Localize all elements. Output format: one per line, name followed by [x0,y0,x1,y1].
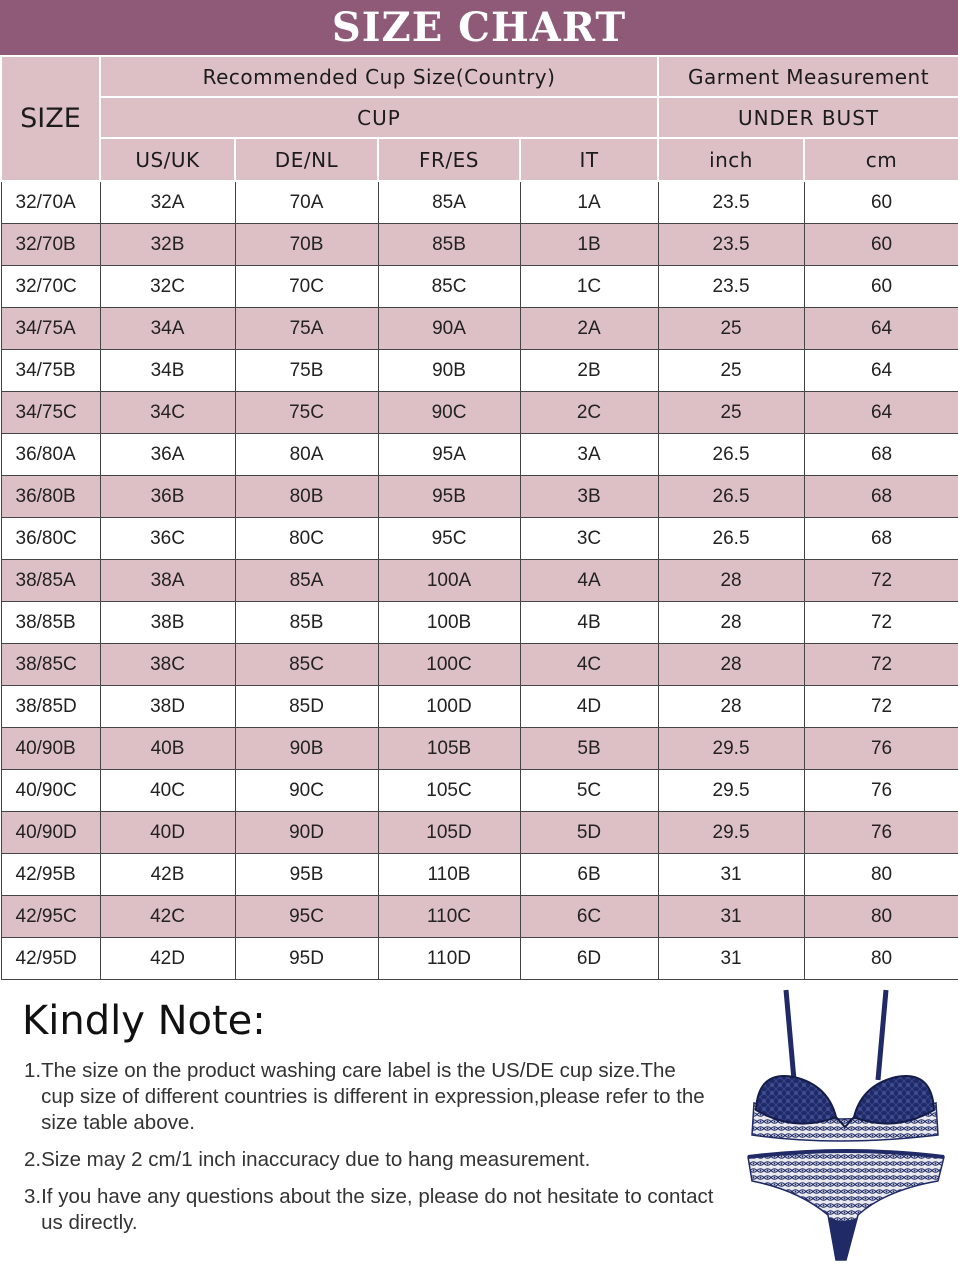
inch-cell: 28 [658,644,804,686]
inch-cell: 31 [658,896,804,938]
size-cell: 34/75C [1,392,100,434]
table-row [1,728,958,770]
size-cell: 38/85D [1,686,100,728]
table-row [1,770,958,812]
col-header-it: IT [520,138,658,181]
fr-es-cell: 100C [378,644,520,686]
it-cell: 5D [520,812,658,854]
fr-es-cell: 85B [378,224,520,266]
inch-cell: 28 [658,686,804,728]
col-header-fr-es: FR/ES [378,138,520,181]
it-cell: 5C [520,770,658,812]
col-header-inch: inch [658,138,804,181]
fr-es-cell: 95C [378,518,520,560]
table-row [1,854,958,896]
cm-cell: 60 [804,181,958,224]
note-text: If you have any questions about the size, please do not hesitate to contact us directly. [41,1185,714,1234]
fr-es-cell: 105C [378,770,520,812]
table-row [1,812,958,854]
de-nl-cell: 90C [235,770,378,812]
us-uk-cell: 34B [100,350,235,392]
inch-cell: 29.5 [658,728,804,770]
cm-cell: 76 [804,812,958,854]
us-uk-cell: 42C [100,896,235,938]
size-cell: 32/70C [1,266,100,308]
inch-cell: 28 [658,560,804,602]
us-uk-cell: 40C [100,770,235,812]
garment-measurement-header: Garment Measurement [658,56,958,97]
cm-cell: 72 [804,644,958,686]
fr-es-cell: 100A [378,560,520,602]
size-cell: 42/95B [1,854,100,896]
table-row [1,434,958,476]
de-nl-cell: 80C [235,518,378,560]
us-uk-cell: 40B [100,728,235,770]
de-nl-cell: 75B [235,350,378,392]
under-bust-subheader: UNDER BUST [658,97,958,138]
de-nl-cell: 85A [235,560,378,602]
table-row [1,560,958,602]
inch-cell: 26.5 [658,476,804,518]
inch-cell: 29.5 [658,812,804,854]
it-cell: 4B [520,602,658,644]
cm-cell: 72 [804,560,958,602]
inch-cell: 26.5 [658,518,804,560]
de-nl-cell: 95D [235,938,378,980]
us-uk-cell: 42B [100,854,235,896]
us-uk-cell: 36C [100,518,235,560]
it-cell: 1A [520,181,658,224]
table-row [1,392,958,434]
it-cell: 1C [520,266,658,308]
col-header-cm: cm [804,138,958,181]
recommended-cup-header: Recommended Cup Size(Country) [100,56,658,97]
inch-cell: 31 [658,854,804,896]
de-nl-cell: 70C [235,266,378,308]
de-nl-cell: 85B [235,602,378,644]
de-nl-cell: 70B [235,224,378,266]
it-cell: 2A [520,308,658,350]
us-uk-cell: 38D [100,686,235,728]
kindly-note-title: Kindly Note: [22,998,266,1044]
note-number: 1. [24,1059,42,1082]
us-uk-cell: 42D [100,938,235,980]
inch-cell: 28 [658,602,804,644]
fr-es-cell: 90B [378,350,520,392]
fr-es-cell: 90C [378,392,520,434]
fr-es-cell: 110B [378,854,520,896]
us-uk-cell: 32A [100,181,235,224]
us-uk-cell: 38C [100,644,235,686]
cup-subheader: CUP [100,97,658,138]
fr-es-cell: 100D [378,686,520,728]
cm-cell: 60 [804,224,958,266]
size-cell: 32/70A [1,181,100,224]
fr-es-cell: 105B [378,728,520,770]
de-nl-cell: 85C [235,644,378,686]
cm-cell: 80 [804,938,958,980]
fr-es-cell: 105D [378,812,520,854]
table-row [1,224,958,266]
cm-cell: 68 [804,518,958,560]
us-uk-cell: 32C [100,266,235,308]
table-row [1,938,958,980]
table-row [1,602,958,644]
us-uk-cell: 34A [100,308,235,350]
col-header-us-uk: US/UK [100,138,235,181]
inch-cell: 23.5 [658,181,804,224]
note-text: Size may 2 cm/1 inch inaccuracy due to hang measurement. [41,1148,591,1171]
size-cell: 38/85A [1,560,100,602]
note-item [24,1147,714,1173]
table-row [1,644,958,686]
inch-cell: 23.5 [658,224,804,266]
it-cell: 3C [520,518,658,560]
de-nl-cell: 75A [235,308,378,350]
us-uk-cell: 38B [100,602,235,644]
cm-cell: 72 [804,686,958,728]
fr-es-cell: 110C [378,896,520,938]
size-column-header: SIZE [1,56,100,181]
cm-cell: 76 [804,728,958,770]
note-item [24,1184,714,1236]
it-cell: 5B [520,728,658,770]
table-row [1,308,958,350]
fr-es-cell: 95B [378,476,520,518]
cm-cell: 80 [804,854,958,896]
de-nl-cell: 85D [235,686,378,728]
it-cell: 6C [520,896,658,938]
it-cell: 4C [520,644,658,686]
fr-es-cell: 95A [378,434,520,476]
cm-cell: 64 [804,350,958,392]
size-cell: 38/85B [1,602,100,644]
size-cell: 40/90B [1,728,100,770]
size-chart-body [1,181,958,980]
it-cell: 2B [520,350,658,392]
cm-cell: 68 [804,434,958,476]
cm-cell: 64 [804,392,958,434]
size-cell: 42/95D [1,938,100,980]
de-nl-cell: 80B [235,476,378,518]
size-cell: 32/70B [1,224,100,266]
size-cell: 34/75B [1,350,100,392]
us-uk-cell: 32B [100,224,235,266]
note-text: The size on the product washing care label is the US/DE cup size.The cup size of different countries is different in expression,please refer to the size table above. [41,1059,705,1134]
fr-es-cell: 85A [378,181,520,224]
fr-es-cell: 110D [378,938,520,980]
fr-es-cell: 100B [378,602,520,644]
note-item [24,1058,714,1136]
us-uk-cell: 36A [100,434,235,476]
us-uk-cell: 38A [100,560,235,602]
size-cell: 36/80A [1,434,100,476]
de-nl-cell: 95B [235,854,378,896]
col-header-de-nl: DE/NL [235,138,378,181]
table-row [1,896,958,938]
size-cell: 36/80B [1,476,100,518]
us-uk-cell: 40D [100,812,235,854]
it-cell: 6B [520,854,658,896]
cm-cell: 68 [804,476,958,518]
cm-cell: 72 [804,602,958,644]
table-row [1,476,958,518]
us-uk-cell: 34C [100,392,235,434]
table-row [1,266,958,308]
size-cell: 38/85C [1,644,100,686]
de-nl-cell: 75C [235,392,378,434]
fr-es-cell: 90A [378,308,520,350]
inch-cell: 26.5 [658,434,804,476]
size-chart-table [0,55,958,980]
de-nl-cell: 80A [235,434,378,476]
notes-list [24,1058,714,1247]
it-cell: 1B [520,224,658,266]
it-cell: 4D [520,686,658,728]
it-cell: 6D [520,938,658,980]
fr-es-cell: 85C [378,266,520,308]
product-image [736,985,956,1264]
size-chart-title: SIZE CHART [0,0,958,55]
table-row [1,518,958,560]
table-row [1,181,958,224]
size-cell: 40/90C [1,770,100,812]
note-number: 2. [24,1148,42,1171]
cm-cell: 80 [804,896,958,938]
inch-cell: 25 [658,308,804,350]
it-cell: 4A [520,560,658,602]
size-cell: 34/75A [1,308,100,350]
de-nl-cell: 90B [235,728,378,770]
inch-cell: 29.5 [658,770,804,812]
cm-cell: 76 [804,770,958,812]
table-row [1,686,958,728]
de-nl-cell: 95C [235,896,378,938]
de-nl-cell: 90D [235,812,378,854]
size-cell: 42/95C [1,896,100,938]
inch-cell: 31 [658,938,804,980]
de-nl-cell: 70A [235,181,378,224]
inch-cell: 25 [658,392,804,434]
size-cell: 36/80C [1,518,100,560]
inch-cell: 23.5 [658,266,804,308]
table-row [1,350,958,392]
note-number: 3. [24,1185,42,1208]
it-cell: 3A [520,434,658,476]
lace-lingerie-illustration [736,985,956,1264]
it-cell: 3B [520,476,658,518]
us-uk-cell: 36B [100,476,235,518]
it-cell: 2C [520,392,658,434]
cm-cell: 60 [804,266,958,308]
inch-cell: 25 [658,350,804,392]
size-cell: 40/90D [1,812,100,854]
cm-cell: 64 [804,308,958,350]
